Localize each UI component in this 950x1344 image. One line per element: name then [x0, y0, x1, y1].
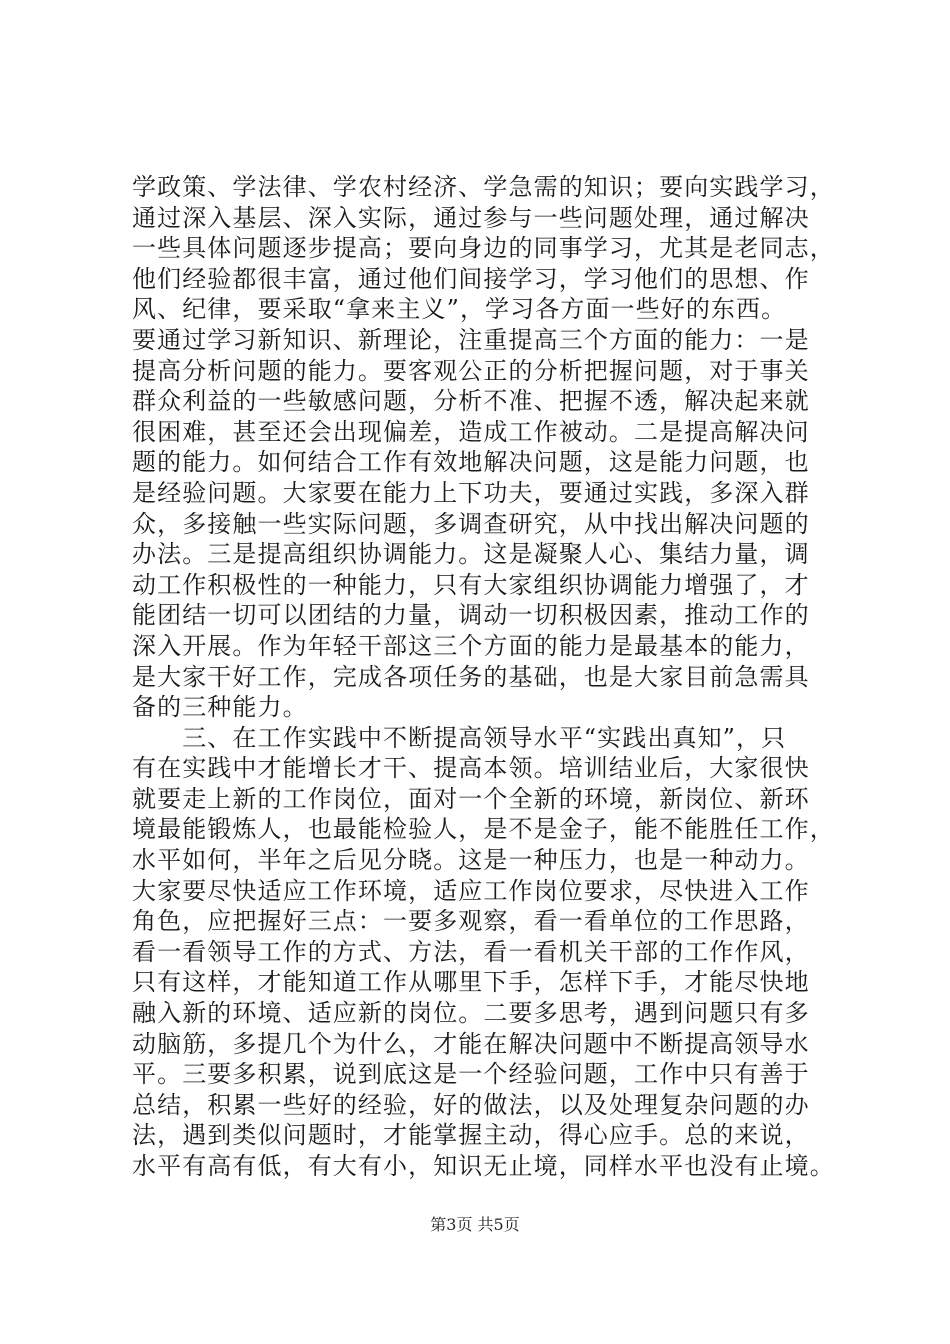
text-line: 群众利益的一些敏感问题，分析不准、把握不透，解决起来就	[132, 387, 810, 416]
body-text	[132, 172, 835, 1182]
text-line: 平。三要多积累，说到底这是一个经验问题，工作中只有善于	[132, 1060, 810, 1089]
text-line: 水平如何，半年之后见分晓。这是一种压力，也是一种动力。	[132, 846, 810, 875]
text-line: 融入新的环境、适应新的岗位。二要多思考，遇到问题只有多	[132, 999, 810, 1028]
text-line: 提高分析问题的能力。要客观公正的分析把握问题，对于事关	[132, 356, 810, 385]
text-line: 通过深入基层、深入实际，通过参与一些问题处理，通过解决	[132, 203, 810, 232]
text-line: 法，遇到类似问题时，才能掌握主动，得心应手。总的来说，	[132, 1121, 810, 1150]
text-line: 很困难，甚至还会出现偏差，造成工作被动。二是提高解决问	[132, 417, 810, 446]
text-line: 要通过学习新知识、新理论，注重提高三个方面的能力：一是	[132, 325, 810, 354]
text-line: 众，多接触一些实际问题，多调查研究，从中找出解决问题的	[132, 509, 810, 538]
text-line: 水平有高有低，有大有小，知识无止境，同样水平也没有止境。	[132, 1152, 835, 1180]
text-line: 深入开展。作为年轻干部这三个方面的能力是最基本的能力，	[132, 631, 810, 660]
text-line: 是大家干好工作，完成各项任务的基础，也是大家目前急需具	[132, 662, 810, 691]
text-line: 动脑筋，多提几个为什么，才能在解决问题中不断提高领导水	[132, 1029, 810, 1058]
text-line: 就要走上新的工作岗位，面对一个全新的环境，新岗位、新环	[132, 784, 810, 813]
text-line: 一些具体问题逐步提高；要向身边的同事学习，尤其是老同志，	[132, 234, 835, 263]
text-line: 角色，应把握好三点：一要多观察，看一看单位的工作思路，	[132, 907, 810, 936]
text-line: 能团结一切可以团结的力量，调动一切积极因素，推动工作的	[132, 601, 810, 630]
text-line: 看一看领导工作的方式、方法，看一看机关干部的工作作风，	[132, 937, 810, 966]
text-line: 办法。三是提高组织协调能力。这是凝聚人心、集结力量，调	[132, 540, 810, 569]
text-line: 风、纪律，要采取“拿来主义”，学习各方面一些好的东西。	[132, 295, 787, 324]
text-line: 大家要尽快适应工作环境，适应工作岗位要求，尽快进入工作	[132, 876, 810, 905]
text-line: 是经验问题。大家要在能力上下功夫，要通过实践，多深入群	[132, 478, 810, 507]
page-number-footer: 第3页 共5页	[430, 1215, 520, 1234]
text-line: 总结，积累一些好的经验，好的做法，以及处理复杂问题的办	[132, 1090, 810, 1119]
text-line: 学政策、学法律、学农村经济、学急需的知识；要向实践学习，	[132, 173, 835, 201]
text-line: 只有这样，才能知道工作从哪里下手，怎样下手，才能尽快地	[132, 968, 810, 997]
text-line: 境最能锻炼人，也最能检验人，是不是金子，能不能胜任工作，	[132, 815, 835, 844]
section-heading-line: 三、在工作实践中不断提高领导水平“实践出真知”，只	[132, 723, 787, 752]
text-line: 他们经验都很丰富，通过他们间接学习，学习他们的思想、作	[132, 264, 810, 293]
text-line: 有在实践中才能增长才干、提高本领。培训结业后，大家很快	[132, 754, 810, 783]
text-line: 动工作积极性的一种能力，只有大家组织协调能力增强了，才	[132, 570, 810, 599]
text-line: 备的三种能力。	[132, 693, 308, 722]
text-line: 题的能力。如何结合工作有效地解决问题，这是能力问题，也	[132, 448, 810, 477]
